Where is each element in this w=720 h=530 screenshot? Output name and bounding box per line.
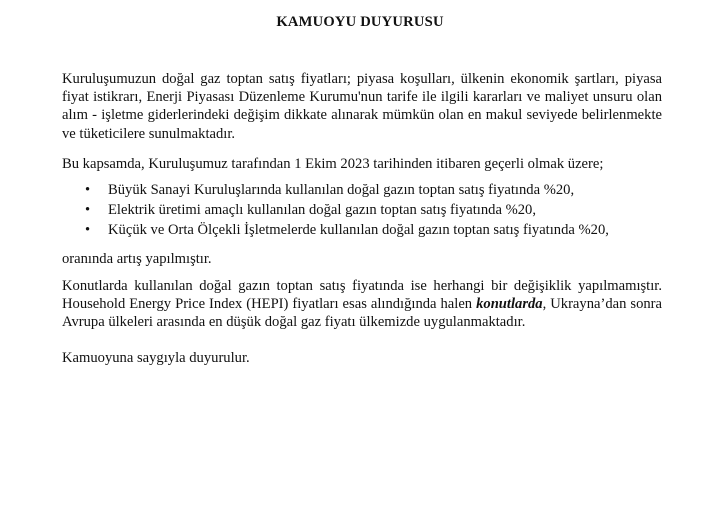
document-title: KAMUOYU DUYURUSU [276,14,444,30]
scope-paragraph: Bu kapsamda, Kuruluşumuz tarafından 1 Ekim 2023 tarihinden itibaren geçerli olmak üzere; [62,156,604,172]
intro-paragraph: Kuruluşumuzun doğal gaz toptan satış fiyatları; piyasa koşulları, ülkenin ekonomik şartları, piyasa fiyat istikrarı, Enerji Piyasası Düzenleme Kurumu'nun tarife ile ilgili kararları ve maliyet unsuru olan alım - işletme giderlerindeki değişim dikkate alınarak mümkün olan en makul seviyede belirlenmekte ve tüketicilere sunulmaktadır. [62,71,662,142]
price-increase-list [85,181,665,240]
closing-line: Kamuoyuna saygıyla duyurulur. [62,350,250,366]
residential-text-end: , Ukrayna’dan sonra Avrupa ülkeleri arasında en düşük doğal gaz fiyatı ülkemizde uygulanmaktadır. [62,296,663,331]
increase-statement: oranında artış yapılmıştır. [62,251,212,267]
residential-text-start: Konutlarda kullanılan doğal gazın toptan satış fiyatında ise herhangi bir değişiklik yapılmamıştır. Household Energy Price Index (HEPI) fiyatları esas alındığında halen [62,278,662,313]
list-item-text: Elektrik üretimi amaçlı kullanılan doğal gazın toptan satış fiyatında %20, [108,201,536,218]
residential-emphasis: konutlarda [476,296,543,313]
list-item [85,221,665,239]
residential-paragraph [62,277,662,332]
bullet-icon: • [85,221,91,238]
list-item [85,181,665,199]
bullet-icon: • [85,182,91,198]
bullet-icon: • [85,201,91,218]
list-item-text: Büyük Sanayi Kuruluşlarında kullanılan doğal gazın toptan satış fiyatında %20, [108,182,575,198]
list-item [85,201,665,219]
list-item-text: Küçük ve Orta Ölçekli İşletmelerde kullanılan doğal gazın toptan satış fiyatında %20, [108,221,609,238]
